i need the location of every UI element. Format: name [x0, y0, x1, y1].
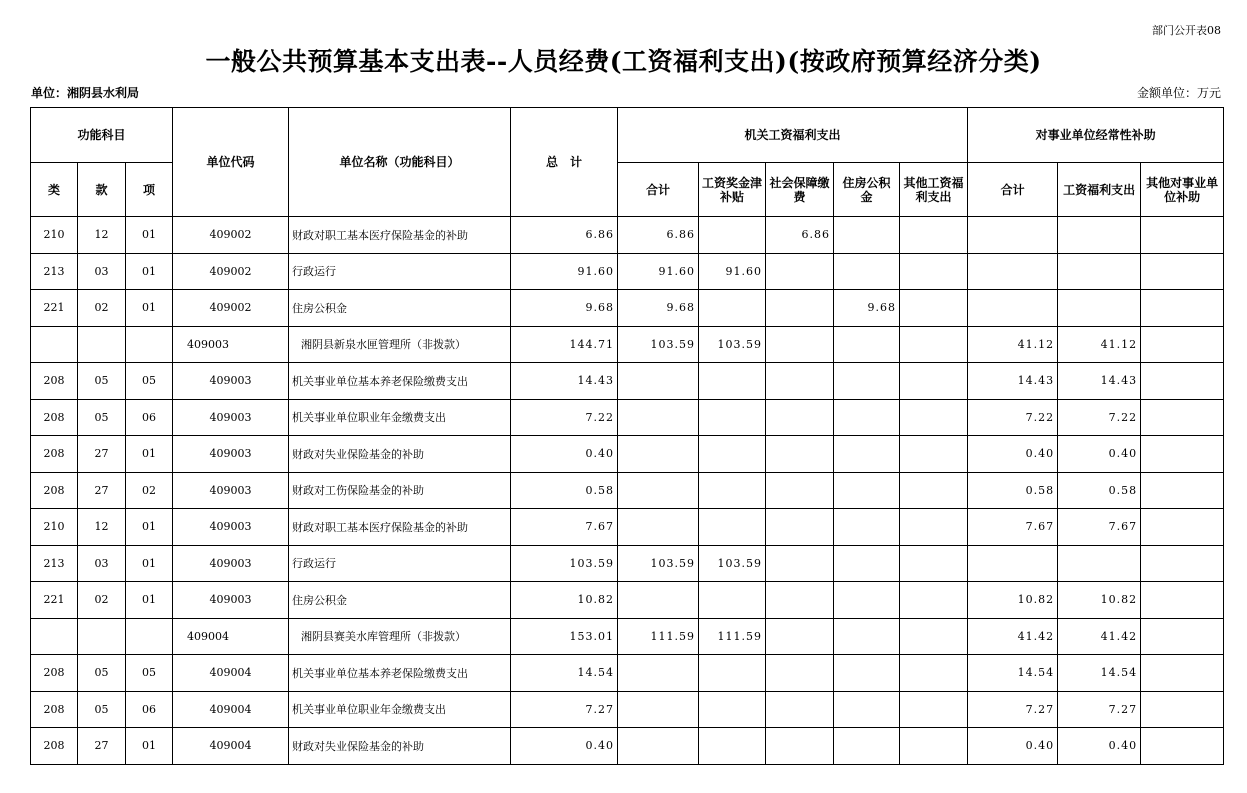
cell-organ-housing [834, 691, 900, 728]
cell-total: 14.43 [511, 363, 618, 400]
cell-inst-salary: 10.82 [1058, 582, 1141, 619]
cell-organ-housing [834, 326, 900, 363]
cell-organ-sum: 103.59 [618, 326, 699, 363]
cell-inst-sum: 7.67 [968, 509, 1058, 546]
cell-lei: 213 [31, 545, 78, 582]
cell-inst-sum: 7.22 [968, 399, 1058, 436]
cell-unit-code: 409003 [173, 326, 289, 363]
cell-lei: 221 [31, 290, 78, 327]
cell-xiang: 05 [126, 363, 173, 400]
cell-total: 144.71 [511, 326, 618, 363]
cell-xiang: 01 [126, 253, 173, 290]
header-inst-other: 其他对事业单位补助 [1141, 163, 1224, 217]
header-inst-sum: 合计 [968, 163, 1058, 217]
cell-organ-social [766, 436, 834, 473]
cell-unit-code: 409002 [173, 253, 289, 290]
cell-inst-sum [968, 545, 1058, 582]
cell-unit-name: 机关事业单位职业年金缴费支出 [289, 691, 511, 728]
cell-organ-salary: 111.59 [699, 618, 766, 655]
cell-kuan: 12 [78, 217, 126, 254]
cell-xiang: 01 [126, 436, 173, 473]
amount-unit: 金额单位：万元 [1136, 86, 1221, 100]
cell-inst-salary: 7.67 [1058, 509, 1141, 546]
cell-organ-sum [618, 582, 699, 619]
cell-organ-housing [834, 728, 900, 765]
cell-inst-sum: 7.27 [968, 691, 1058, 728]
cell-total: 0.58 [511, 472, 618, 509]
cell-organ-housing [834, 363, 900, 400]
cell-organ-sum: 111.59 [618, 618, 699, 655]
cell-total: 7.27 [511, 691, 618, 728]
header-lei: 类 [31, 163, 78, 217]
cell-inst-sum: 0.40 [968, 436, 1058, 473]
cell-inst-other [1141, 290, 1224, 327]
cell-inst-sum [968, 217, 1058, 254]
cell-organ-social [766, 472, 834, 509]
cell-organ-social [766, 326, 834, 363]
cell-organ-sum [618, 363, 699, 400]
cell-unit-name: 财政对职工基本医疗保险基金的补助 [289, 217, 511, 254]
cell-organ-other [900, 436, 968, 473]
cell-inst-sum: 14.54 [968, 655, 1058, 692]
cell-inst-other [1141, 509, 1224, 546]
cell-kuan [78, 618, 126, 655]
cell-organ-salary [699, 399, 766, 436]
cell-xiang: 01 [126, 728, 173, 765]
header-organ-group: 机关工资福利支出 [618, 108, 968, 163]
cell-organ-other [900, 691, 968, 728]
cell-inst-salary: 7.27 [1058, 691, 1141, 728]
cell-total: 0.40 [511, 436, 618, 473]
table-row [31, 253, 1224, 290]
table-row [31, 618, 1224, 655]
cell-inst-salary: 0.40 [1058, 436, 1141, 473]
cell-unit-code: 409003 [173, 545, 289, 582]
cell-unit-code: 409003 [173, 472, 289, 509]
table-row [31, 655, 1224, 692]
cell-inst-sum: 41.42 [968, 618, 1058, 655]
cell-xiang: 02 [126, 472, 173, 509]
cell-organ-salary [699, 363, 766, 400]
cell-inst-salary [1058, 545, 1141, 582]
cell-total: 0.40 [511, 728, 618, 765]
cell-inst-other [1141, 399, 1224, 436]
cell-organ-sum [618, 691, 699, 728]
cell-organ-social [766, 618, 834, 655]
cell-unit-code: 409004 [173, 728, 289, 765]
cell-total: 6.86 [511, 217, 618, 254]
cell-unit-name: 机关事业单位职业年金缴费支出 [289, 399, 511, 436]
cell-inst-salary [1058, 217, 1141, 254]
cell-organ-other [900, 217, 968, 254]
cell-organ-other [900, 728, 968, 765]
cell-organ-salary [699, 472, 766, 509]
cell-inst-other [1141, 472, 1224, 509]
cell-inst-sum: 0.58 [968, 472, 1058, 509]
cell-organ-salary [699, 290, 766, 327]
cell-organ-other [900, 472, 968, 509]
cell-inst-sum [968, 290, 1058, 327]
cell-organ-salary: 103.59 [699, 326, 766, 363]
header-organ-sum: 合计 [618, 163, 699, 217]
cell-organ-other [900, 253, 968, 290]
cell-total: 7.22 [511, 399, 618, 436]
cell-kuan: 27 [78, 472, 126, 509]
cell-organ-social [766, 509, 834, 546]
cell-organ-other [900, 326, 968, 363]
cell-kuan: 05 [78, 399, 126, 436]
table-body [31, 217, 1224, 765]
cell-unit-name: 行政运行 [289, 545, 511, 582]
cell-unit-code: 409003 [173, 436, 289, 473]
cell-organ-housing [834, 545, 900, 582]
cell-inst-other [1141, 253, 1224, 290]
cell-unit-code: 409002 [173, 217, 289, 254]
cell-organ-salary [699, 509, 766, 546]
cell-organ-other [900, 290, 968, 327]
cell-inst-salary: 0.58 [1058, 472, 1141, 509]
cell-unit-name: 财政对失业保险基金的补助 [289, 436, 511, 473]
cell-unit-name: 机关事业单位基本养老保险缴费支出 [289, 655, 511, 692]
cell-organ-salary [699, 582, 766, 619]
cell-kuan: 02 [78, 582, 126, 619]
cell-kuan: 27 [78, 436, 126, 473]
table-row [31, 545, 1224, 582]
cell-inst-salary: 0.40 [1058, 728, 1141, 765]
cell-lei: 210 [31, 217, 78, 254]
cell-organ-social [766, 290, 834, 327]
cell-lei: 210 [31, 509, 78, 546]
cell-organ-sum: 91.60 [618, 253, 699, 290]
cell-unit-name: 机关事业单位基本养老保险缴费支出 [289, 363, 511, 400]
cell-inst-sum: 41.12 [968, 326, 1058, 363]
cell-unit-name: 住房公积金 [289, 582, 511, 619]
cell-organ-sum [618, 399, 699, 436]
cell-organ-sum [618, 509, 699, 546]
header-inst-group: 对事业单位经常性补助 [968, 108, 1224, 163]
cell-organ-housing [834, 436, 900, 473]
cell-inst-other [1141, 618, 1224, 655]
cell-organ-sum [618, 728, 699, 765]
cell-organ-housing [834, 618, 900, 655]
header-organ-other: 其他工资福利支出 [900, 163, 968, 217]
cell-inst-other [1141, 436, 1224, 473]
table-row [31, 217, 1224, 254]
cell-total: 10.82 [511, 582, 618, 619]
cell-organ-other [900, 509, 968, 546]
cell-organ-social [766, 691, 834, 728]
cell-inst-other [1141, 545, 1224, 582]
cell-total: 7.67 [511, 509, 618, 546]
cell-kuan: 05 [78, 691, 126, 728]
cell-lei: 208 [31, 436, 78, 473]
cell-inst-salary [1058, 290, 1141, 327]
header-inst-salary: 工资福利支出 [1058, 163, 1141, 217]
header-kuan: 款 [78, 163, 126, 217]
cell-inst-other [1141, 691, 1224, 728]
cell-organ-salary [699, 728, 766, 765]
cell-inst-other [1141, 363, 1224, 400]
cell-organ-sum [618, 436, 699, 473]
cell-lei: 208 [31, 655, 78, 692]
table-row [31, 691, 1224, 728]
cell-lei: 208 [31, 472, 78, 509]
table-row [31, 399, 1224, 436]
cell-xiang: 01 [126, 290, 173, 327]
cell-lei: 208 [31, 691, 78, 728]
cell-inst-salary: 14.54 [1058, 655, 1141, 692]
cell-organ-other [900, 363, 968, 400]
cell-lei [31, 326, 78, 363]
budget-table [30, 107, 1224, 765]
cell-organ-salary [699, 436, 766, 473]
cell-organ-housing [834, 655, 900, 692]
cell-inst-sum: 0.40 [968, 728, 1058, 765]
cell-organ-housing [834, 253, 900, 290]
cell-unit-name: 湘阴县赛美水库管理所（非拨款） [289, 618, 511, 655]
cell-xiang: 05 [126, 655, 173, 692]
form-number: 部门公开表08 [1152, 24, 1221, 37]
cell-xiang: 06 [126, 691, 173, 728]
table-row [31, 326, 1224, 363]
cell-kuan: 03 [78, 253, 126, 290]
cell-organ-salary [699, 655, 766, 692]
page-title: 一般公共预算基本支出表--人员经费(工资福利支出)(按政府预算经济分类) [205, 47, 1042, 76]
table-row [31, 582, 1224, 619]
cell-inst-other [1141, 217, 1224, 254]
cell-organ-other [900, 655, 968, 692]
cell-inst-other [1141, 582, 1224, 619]
table-row [31, 472, 1224, 509]
cell-kuan [78, 326, 126, 363]
cell-inst-other [1141, 326, 1224, 363]
cell-organ-social [766, 655, 834, 692]
cell-unit-name: 财政对工伤保险基金的补助 [289, 472, 511, 509]
table-row [31, 509, 1224, 546]
cell-lei: 213 [31, 253, 78, 290]
cell-organ-social [766, 545, 834, 582]
cell-kuan: 03 [78, 545, 126, 582]
cell-organ-social [766, 728, 834, 765]
cell-lei: 208 [31, 363, 78, 400]
cell-organ-salary [699, 691, 766, 728]
cell-unit-code: 409003 [173, 399, 289, 436]
header-organ-salary: 工资奖金津补贴 [699, 163, 766, 217]
cell-kuan: 12 [78, 509, 126, 546]
cell-organ-social [766, 253, 834, 290]
cell-xiang: 01 [126, 509, 173, 546]
cell-inst-salary: 41.42 [1058, 618, 1141, 655]
cell-organ-housing [834, 582, 900, 619]
cell-total: 91.60 [511, 253, 618, 290]
header-organ-social: 社会保障缴费 [766, 163, 834, 217]
cell-inst-sum [968, 253, 1058, 290]
cell-unit-code: 409004 [173, 618, 289, 655]
cell-kuan: 02 [78, 290, 126, 327]
cell-lei: 221 [31, 582, 78, 619]
cell-xiang [126, 618, 173, 655]
cell-unit-name: 湘阴县新泉水匣管理所（非拨款） [289, 326, 511, 363]
header-unit-code: 单位代码 [173, 108, 289, 217]
cell-kuan: 27 [78, 728, 126, 765]
cell-organ-sum: 6.86 [618, 217, 699, 254]
header-xiang: 项 [126, 163, 173, 217]
table-row [31, 290, 1224, 327]
cell-xiang: 06 [126, 399, 173, 436]
cell-lei: 208 [31, 728, 78, 765]
header-unit-name: 单位名称（功能科目） [289, 108, 511, 217]
cell-total: 153.01 [511, 618, 618, 655]
table-row [31, 363, 1224, 400]
cell-organ-salary: 103.59 [699, 545, 766, 582]
cell-organ-housing [834, 399, 900, 436]
cell-kuan: 05 [78, 655, 126, 692]
cell-unit-name: 住房公积金 [289, 290, 511, 327]
cell-organ-salary: 91.60 [699, 253, 766, 290]
cell-unit-name: 财政对职工基本医疗保险基金的补助 [289, 509, 511, 546]
cell-unit-code: 409003 [173, 582, 289, 619]
header-func-subject: 功能科目 [31, 108, 173, 163]
cell-organ-social [766, 582, 834, 619]
cell-unit-name: 行政运行 [289, 253, 511, 290]
table-row [31, 728, 1224, 765]
cell-lei [31, 618, 78, 655]
cell-organ-sum [618, 655, 699, 692]
cell-organ-housing [834, 217, 900, 254]
cell-organ-sum: 103.59 [618, 545, 699, 582]
cell-inst-sum: 10.82 [968, 582, 1058, 619]
header-total: 总 计 [511, 108, 618, 217]
cell-organ-salary [699, 217, 766, 254]
table-row [31, 436, 1224, 473]
cell-inst-sum: 14.43 [968, 363, 1058, 400]
cell-organ-social [766, 363, 834, 400]
cell-unit-name: 财政对失业保险基金的补助 [289, 728, 511, 765]
reporting-unit: 单位：湘阴县水利局 [31, 86, 140, 100]
cell-organ-social: 6.86 [766, 217, 834, 254]
cell-inst-salary [1058, 253, 1141, 290]
cell-lei: 208 [31, 399, 78, 436]
cell-organ-other [900, 582, 968, 619]
cell-organ-social [766, 399, 834, 436]
cell-unit-code: 409003 [173, 363, 289, 400]
cell-inst-salary: 41.12 [1058, 326, 1141, 363]
header-organ-housing: 住房公积金 [834, 163, 900, 217]
cell-total: 9.68 [511, 290, 618, 327]
cell-total: 103.59 [511, 545, 618, 582]
cell-xiang: 01 [126, 217, 173, 254]
cell-organ-other [900, 618, 968, 655]
cell-inst-other [1141, 655, 1224, 692]
cell-xiang: 01 [126, 582, 173, 619]
cell-unit-code: 409004 [173, 655, 289, 692]
cell-xiang: 01 [126, 545, 173, 582]
cell-total: 14.54 [511, 655, 618, 692]
cell-inst-salary: 14.43 [1058, 363, 1141, 400]
cell-unit-code: 409004 [173, 691, 289, 728]
cell-organ-housing [834, 509, 900, 546]
cell-kuan: 05 [78, 363, 126, 400]
cell-organ-sum: 9.68 [618, 290, 699, 327]
cell-organ-sum [618, 472, 699, 509]
cell-inst-salary: 7.22 [1058, 399, 1141, 436]
cell-unit-code: 409002 [173, 290, 289, 327]
cell-organ-housing [834, 472, 900, 509]
cell-organ-other [900, 545, 968, 582]
cell-xiang [126, 326, 173, 363]
cell-organ-housing: 9.68 [834, 290, 900, 327]
cell-inst-other [1141, 728, 1224, 765]
cell-unit-code: 409003 [173, 509, 289, 546]
cell-organ-other [900, 399, 968, 436]
